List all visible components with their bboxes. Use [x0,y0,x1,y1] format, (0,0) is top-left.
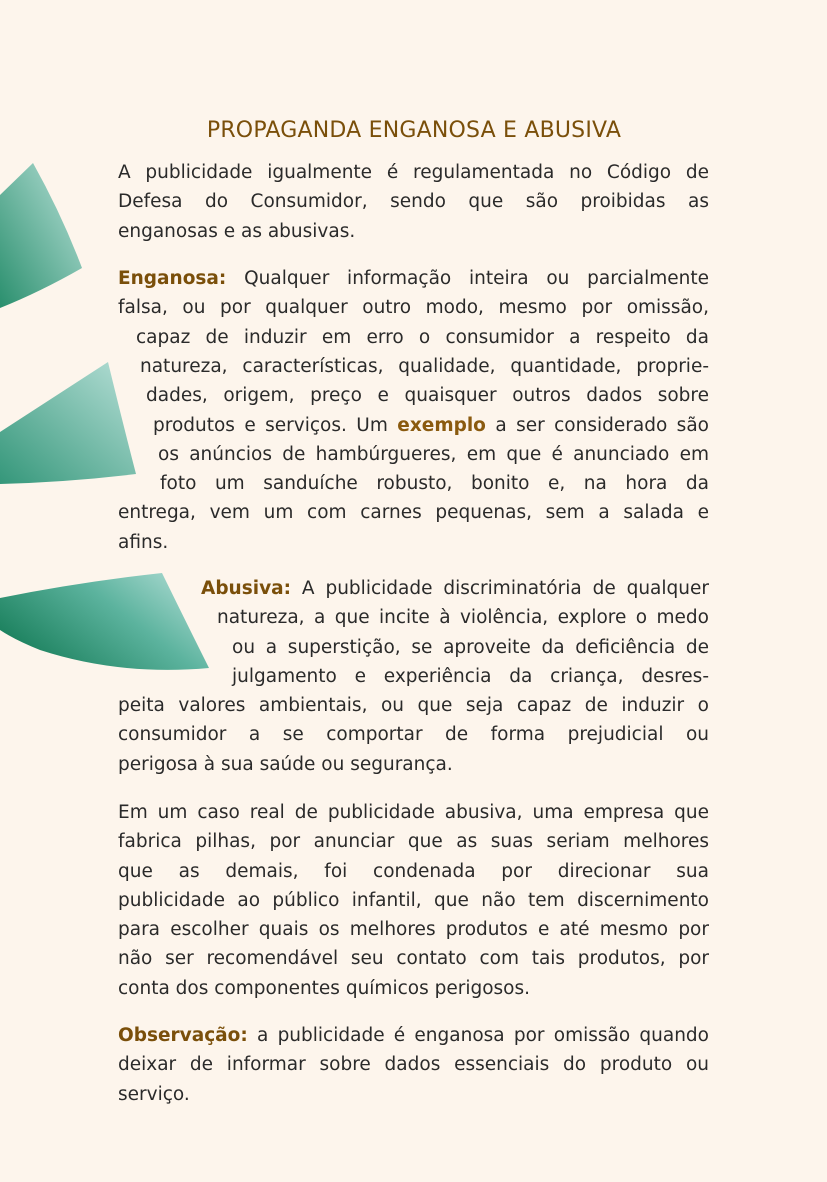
text-line: julgamento e experiência da criança, desres- [232,665,709,687]
text-line: A publicidade igualmente é regulamentada no Código de [118,162,709,183]
leaf-bottom [0,573,209,670]
text-line: Em um caso real de publicidade abusiva, uma empresa que [118,802,709,823]
text-line: foto um sanduíche robusto, bonito e, na hora da [160,473,709,495]
intro-paragraph [118,158,709,246]
abusiva-label: Abusiva: [201,578,292,599]
text-line: perigosa à sua saúde ou segurança. [118,753,453,775]
text-line: publicidade ao público infantil, que não tem discernimento [118,889,709,911]
enganosa-label: Enganosa: [118,268,227,289]
text-line: ou a superstição, se aproveite da deficiência de [232,636,709,658]
text-line: capaz de induzir em erro o consumidor a respeito da [136,326,709,348]
leaf-middle [0,362,136,484]
observacao-paragraph [118,1021,709,1109]
text-line: consumidor a se comportar de forma prejudicial ou [118,724,709,746]
text-line: Defesa do Consumidor, sendo que são proibidas as [118,191,709,213]
leaf-top [0,163,82,308]
text-line: enganosas e as abusivas. [118,220,356,242]
text-line: natureza, a que incite à violência, explore o medo [217,607,709,629]
text-line: produtos e serviços. Um exemplo a ser considerado são [153,414,709,436]
text-line: para escolher quais os melhores produtos e até mesmo por [118,919,709,941]
caso-real-paragraph [118,798,709,1003]
text-line: natureza, características, qualidade, quantidade, proprie- [140,355,709,377]
text-line: peita valores ambientais, ou que seja capaz de induzir o [118,695,709,717]
text-line: os anúncios de hambúrgueres, em que é anunciado em [158,443,709,465]
text-line: Observação: a publicidade é enganosa por omissão quando [118,1025,709,1046]
text-line: entrega, vem um com carnes pequenas, sem a salada e [118,502,709,524]
text-line: deixar de informar sobre dados essenciais do produto ou [118,1054,709,1076]
observacao-label: Observação: [118,1025,248,1046]
page-title: PROPAGANDA ENGANOSA E ABUSIVA [206,118,622,143]
text-line: fabrica pilhas, por anunciar que as suas seriam melhores [118,831,709,853]
text-line: afins. [118,531,169,553]
text-line: dades, origem, preço e quaisquer outros dados sobre [146,385,709,407]
text-line: serviço. [118,1083,190,1105]
text-line: que as demais, foi condenada por direcionar sua [118,860,709,882]
text-line: conta dos componentes químicos perigosos. [118,977,531,999]
text-line: Abusiva: A publicidade discriminatória de qualquer [201,578,709,599]
text-line: Enganosa: Qualquer informação inteira ou parcialmente [118,268,709,289]
text-line: falsa, ou por qualquer outro modo, mesmo por omissão, [118,297,709,319]
text-line: não ser recomendável seu contato com tais produtos, por [118,948,709,970]
example-highlight: exemplo [397,414,486,436]
